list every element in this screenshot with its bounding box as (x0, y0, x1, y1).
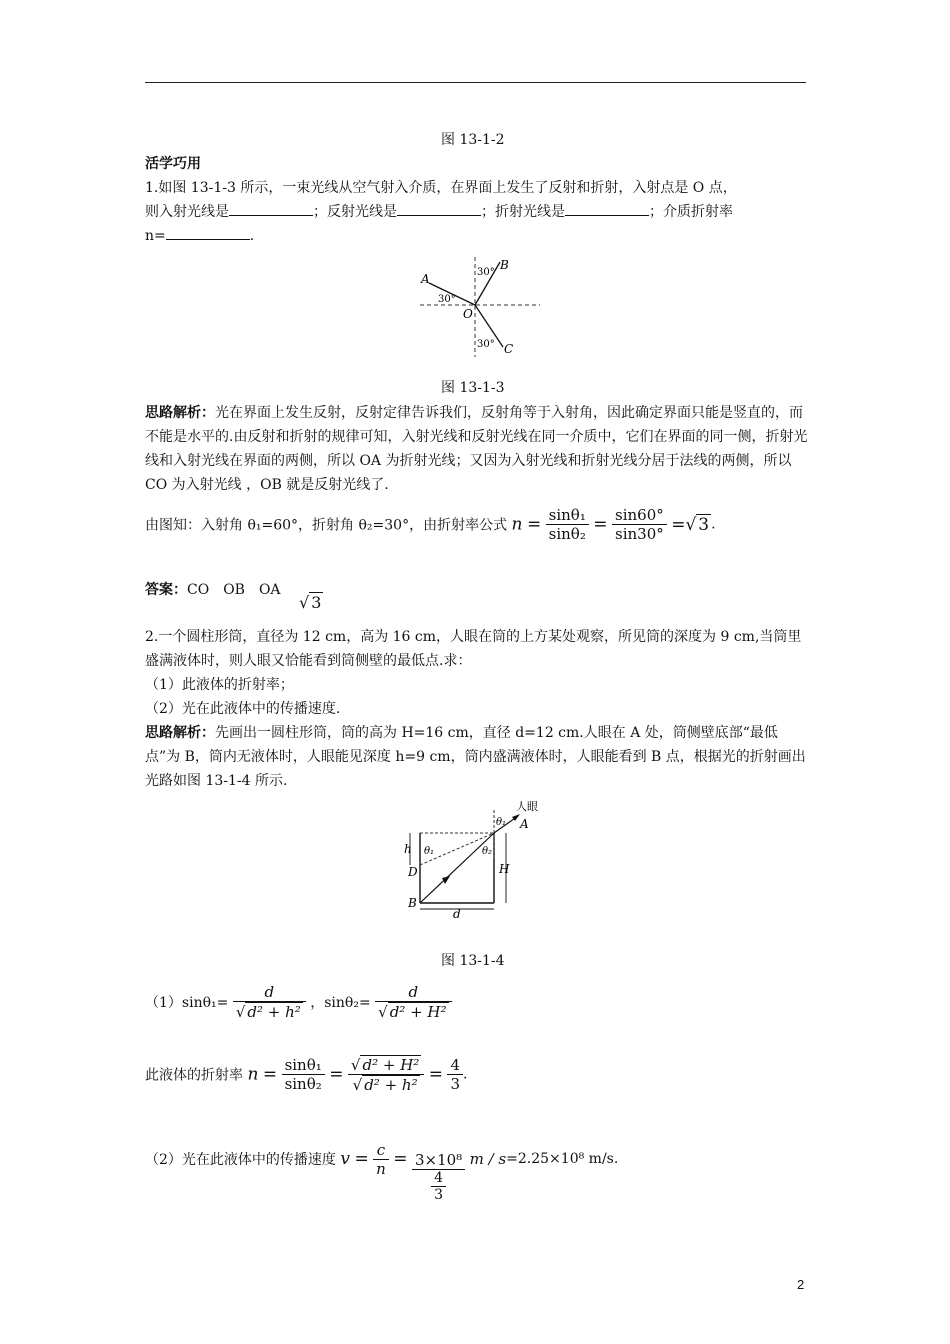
solution-3-c: c (373, 1141, 389, 1160)
formula-1-den-2: sin30° (615, 525, 664, 543)
refracted-ray (420, 833, 494, 903)
solution-2-frac-1 (282, 1056, 325, 1093)
question-1 (145, 176, 810, 248)
label-A: A (421, 272, 430, 286)
formula-1-prefix: 由图知：入射角 θ₁=60°，折射角 θ₂=30°，由折射率公式 (145, 517, 508, 534)
solution-3-v: v (340, 1149, 350, 1169)
solution-2-den-3: 3 (450, 1075, 461, 1093)
solution-2-den-1: sinθ₂ (284, 1075, 322, 1093)
label-theta1-lower: θ₁ (424, 846, 435, 857)
solution-3-n: n (376, 1159, 386, 1178)
q1-text-reflect: ；反射光线是 (313, 204, 397, 220)
solution-2-end: . (463, 1066, 468, 1083)
section-title: 活学巧用 (145, 156, 201, 172)
solution-2-num-3: 4 (447, 1056, 463, 1075)
solution-3-frac-1 (373, 1141, 389, 1178)
ray-arrow-1 (442, 876, 450, 884)
analysis-2-text: 先画出一圆柱形筒，筒的高为 H=16 cm，直径 d=12 cm.人眼在 A 处，筒侧壁底部“最低点”为 B，筒内无液体时，人眼能见深度 h=9 cm，筒内盛满液体时，人眼能看到 B 点，根据光的折射画出光路如图 13-1-4 所示. (145, 725, 806, 789)
q1-text-n: n= (145, 228, 166, 244)
solution-2: 此液体的折射率 n = $\frac{\text{sinθ₁}}{\text{sinθ₂}}$ = $\frac{\text{√ d² + H²}}{\text{√ d² + h²}}$ = $\frac{4}{3}$ . (145, 1056, 468, 1094)
q1-text-refract: ；折射光线是 (481, 204, 565, 220)
solution-1-prefix: （1）sinθ₁= (145, 995, 229, 1011)
solution-3-num: 3×10⁸ (412, 1151, 465, 1170)
formula-1-frac-1 (546, 506, 589, 543)
label-B: B (500, 258, 509, 272)
analysis-1-label: 思路解析： (145, 405, 215, 421)
blank-refract[interactable] (565, 201, 649, 216)
analysis-1-text: 光在界面上发生反射，反射定律告诉我们，反射角等于入射角，因此确定界面只能是竖直的，而不能是水平的.由反射和折射的规律可知，入射光线和反射光线在同一介质中，它们在界面的同一侧，折射光线和入射光线在界面的两侧，所以 OA 为折射光线；又因为入射光线和折射光线分居于法线的两侧，所以 CO 为入射光线 ，OB 就是反射光线了. (145, 405, 808, 493)
label-H: H (499, 862, 510, 876)
figure-caption-13-1-4: 图 13-1-4 (441, 953, 505, 969)
blank-reflect[interactable] (397, 201, 481, 216)
q1-text-incident: 则入射光线是 (145, 204, 229, 220)
figure-13-1-3 (415, 255, 545, 360)
blank-n[interactable] (166, 225, 250, 240)
label-d: d (453, 907, 461, 920)
solution-1-frac-2: $\frac{d}{\text{√ d² + H²}}$ (375, 983, 451, 1021)
solution-2-num-2: d² + H² (362, 1056, 420, 1074)
q2-sub-1: （1）此液体的折射率； (145, 677, 294, 693)
label-B: B (408, 896, 417, 910)
angle-bottom: 30° (477, 339, 495, 350)
formula-1-num-2: sin60° (612, 506, 667, 525)
formula-1-end: . (711, 516, 716, 533)
solution-1-rad-1: d² + h² (247, 1003, 301, 1021)
solution-1-mid: ，sinθ₂= (310, 995, 371, 1011)
solution-1-num-2: d (375, 983, 451, 1002)
answer-1-label: 答案： (145, 582, 187, 598)
q2-sub-2: （2）光在此液体中的传播速度. (145, 701, 341, 717)
question-2 (145, 625, 810, 721)
solution-2-frac-2: $\frac{\text{√ d² + H²}}{\text{√ d² + h²}}$ (348, 1055, 424, 1094)
angle-left: 30° (438, 294, 456, 305)
analysis-2-label: 思路解析： (145, 725, 215, 741)
angle-top: 30° (477, 267, 495, 278)
solution-2-num-1: sinθ₁ (282, 1056, 325, 1075)
solution-1-rad-2: d² + H² (389, 1003, 447, 1021)
solution-2-den-2: d² + h² (364, 1076, 418, 1094)
formula-1: 由图知：入射角 θ₁=60°，折射角 θ₂=30°，由折射率公式 n = $\frac{\text{sinθ₁}}{\text{sinθ₂}}$ = $\frac{\sin 60^\circ}{\sin 30^\circ}$ =√ 3 . (145, 506, 716, 543)
answer-1: 答案：CO OB OA √ 3 (145, 582, 322, 612)
solution-3-result: =2.25×10⁸ m/s. (506, 1151, 619, 1167)
q1-line2 (145, 200, 810, 224)
figure-caption-13-1-3: 图 13-1-3 (441, 380, 505, 396)
q1-line1: 1.如图 13-1-3 所示，一束光线从空气射入介质，在界面上发生了反射和折射，入射点是 O 点， (145, 180, 737, 196)
solution-3-prefix: （2）光在此液体中的传播速度 (145, 1152, 336, 1168)
label-D: D (408, 865, 418, 879)
label-theta1: θ₁ (496, 817, 507, 828)
label-C: C (504, 342, 514, 356)
label-theta2: θ₂ (482, 846, 493, 857)
analysis-2 (145, 721, 810, 793)
label-O: O (463, 307, 473, 321)
formula-1-den-1: sinθ₂ (548, 525, 586, 543)
solution-2-n: n (247, 1064, 259, 1085)
q2-text: 2.一个圆柱形筒，直径为 12 cm，高为 16 cm，人眼在筒的上方某处观察，所见筒的深度为 9 cm,当筒里盛满液体时，则人眼又恰能看到筒侧壁的最低点.求： (145, 629, 802, 669)
formula-1-result: 3 (698, 515, 710, 535)
formula-1-frac-2 (612, 506, 667, 543)
solution-2-frac-3 (447, 1056, 463, 1093)
q1-line3 (145, 224, 810, 248)
figure-13-1-4 (398, 798, 558, 920)
solution-1 (145, 983, 810, 1021)
answer-1-sqrt: 3 (311, 593, 322, 612)
analysis-1 (145, 401, 810, 497)
page-number: 2 (797, 1277, 805, 1292)
solution-1-num-1: d (233, 983, 306, 1002)
label-A: A (520, 817, 529, 831)
blank-incident[interactable] (229, 201, 313, 216)
header-rule (145, 82, 806, 83)
solution-3-unit: m / s (469, 1150, 507, 1168)
figure-caption-13-1-2: 图 13-1-2 (441, 132, 505, 148)
label-eye: 人眼 (516, 800, 538, 813)
solution-2-prefix: 此液体的折射率 (145, 1067, 243, 1084)
solution-3-den-den: 3 (434, 1187, 444, 1203)
solution-1-frac-1: $\frac{d}{\text{√ d² + h²}}$ (233, 983, 306, 1021)
answer-1-text: CO OB OA (187, 582, 281, 598)
q1-text-period: . (249, 228, 255, 244)
solution-3-frac-2 (412, 1151, 465, 1203)
formula-1-n: n (511, 514, 523, 535)
q1-text-index: ；介质折射率 (649, 204, 733, 220)
solution-3: （2）光在此液体中的传播速度 v = $\frac{c}{n}$ = $\frac{\text{3×10⁸}}{\frac{4}{3}}$ m / s=2.25×10⁸ m/s. (145, 1140, 619, 1203)
label-h: h (404, 842, 412, 856)
solution-3-den-num: 4 (431, 1170, 446, 1187)
formula-1-num-1: sinθ₁ (546, 506, 589, 525)
